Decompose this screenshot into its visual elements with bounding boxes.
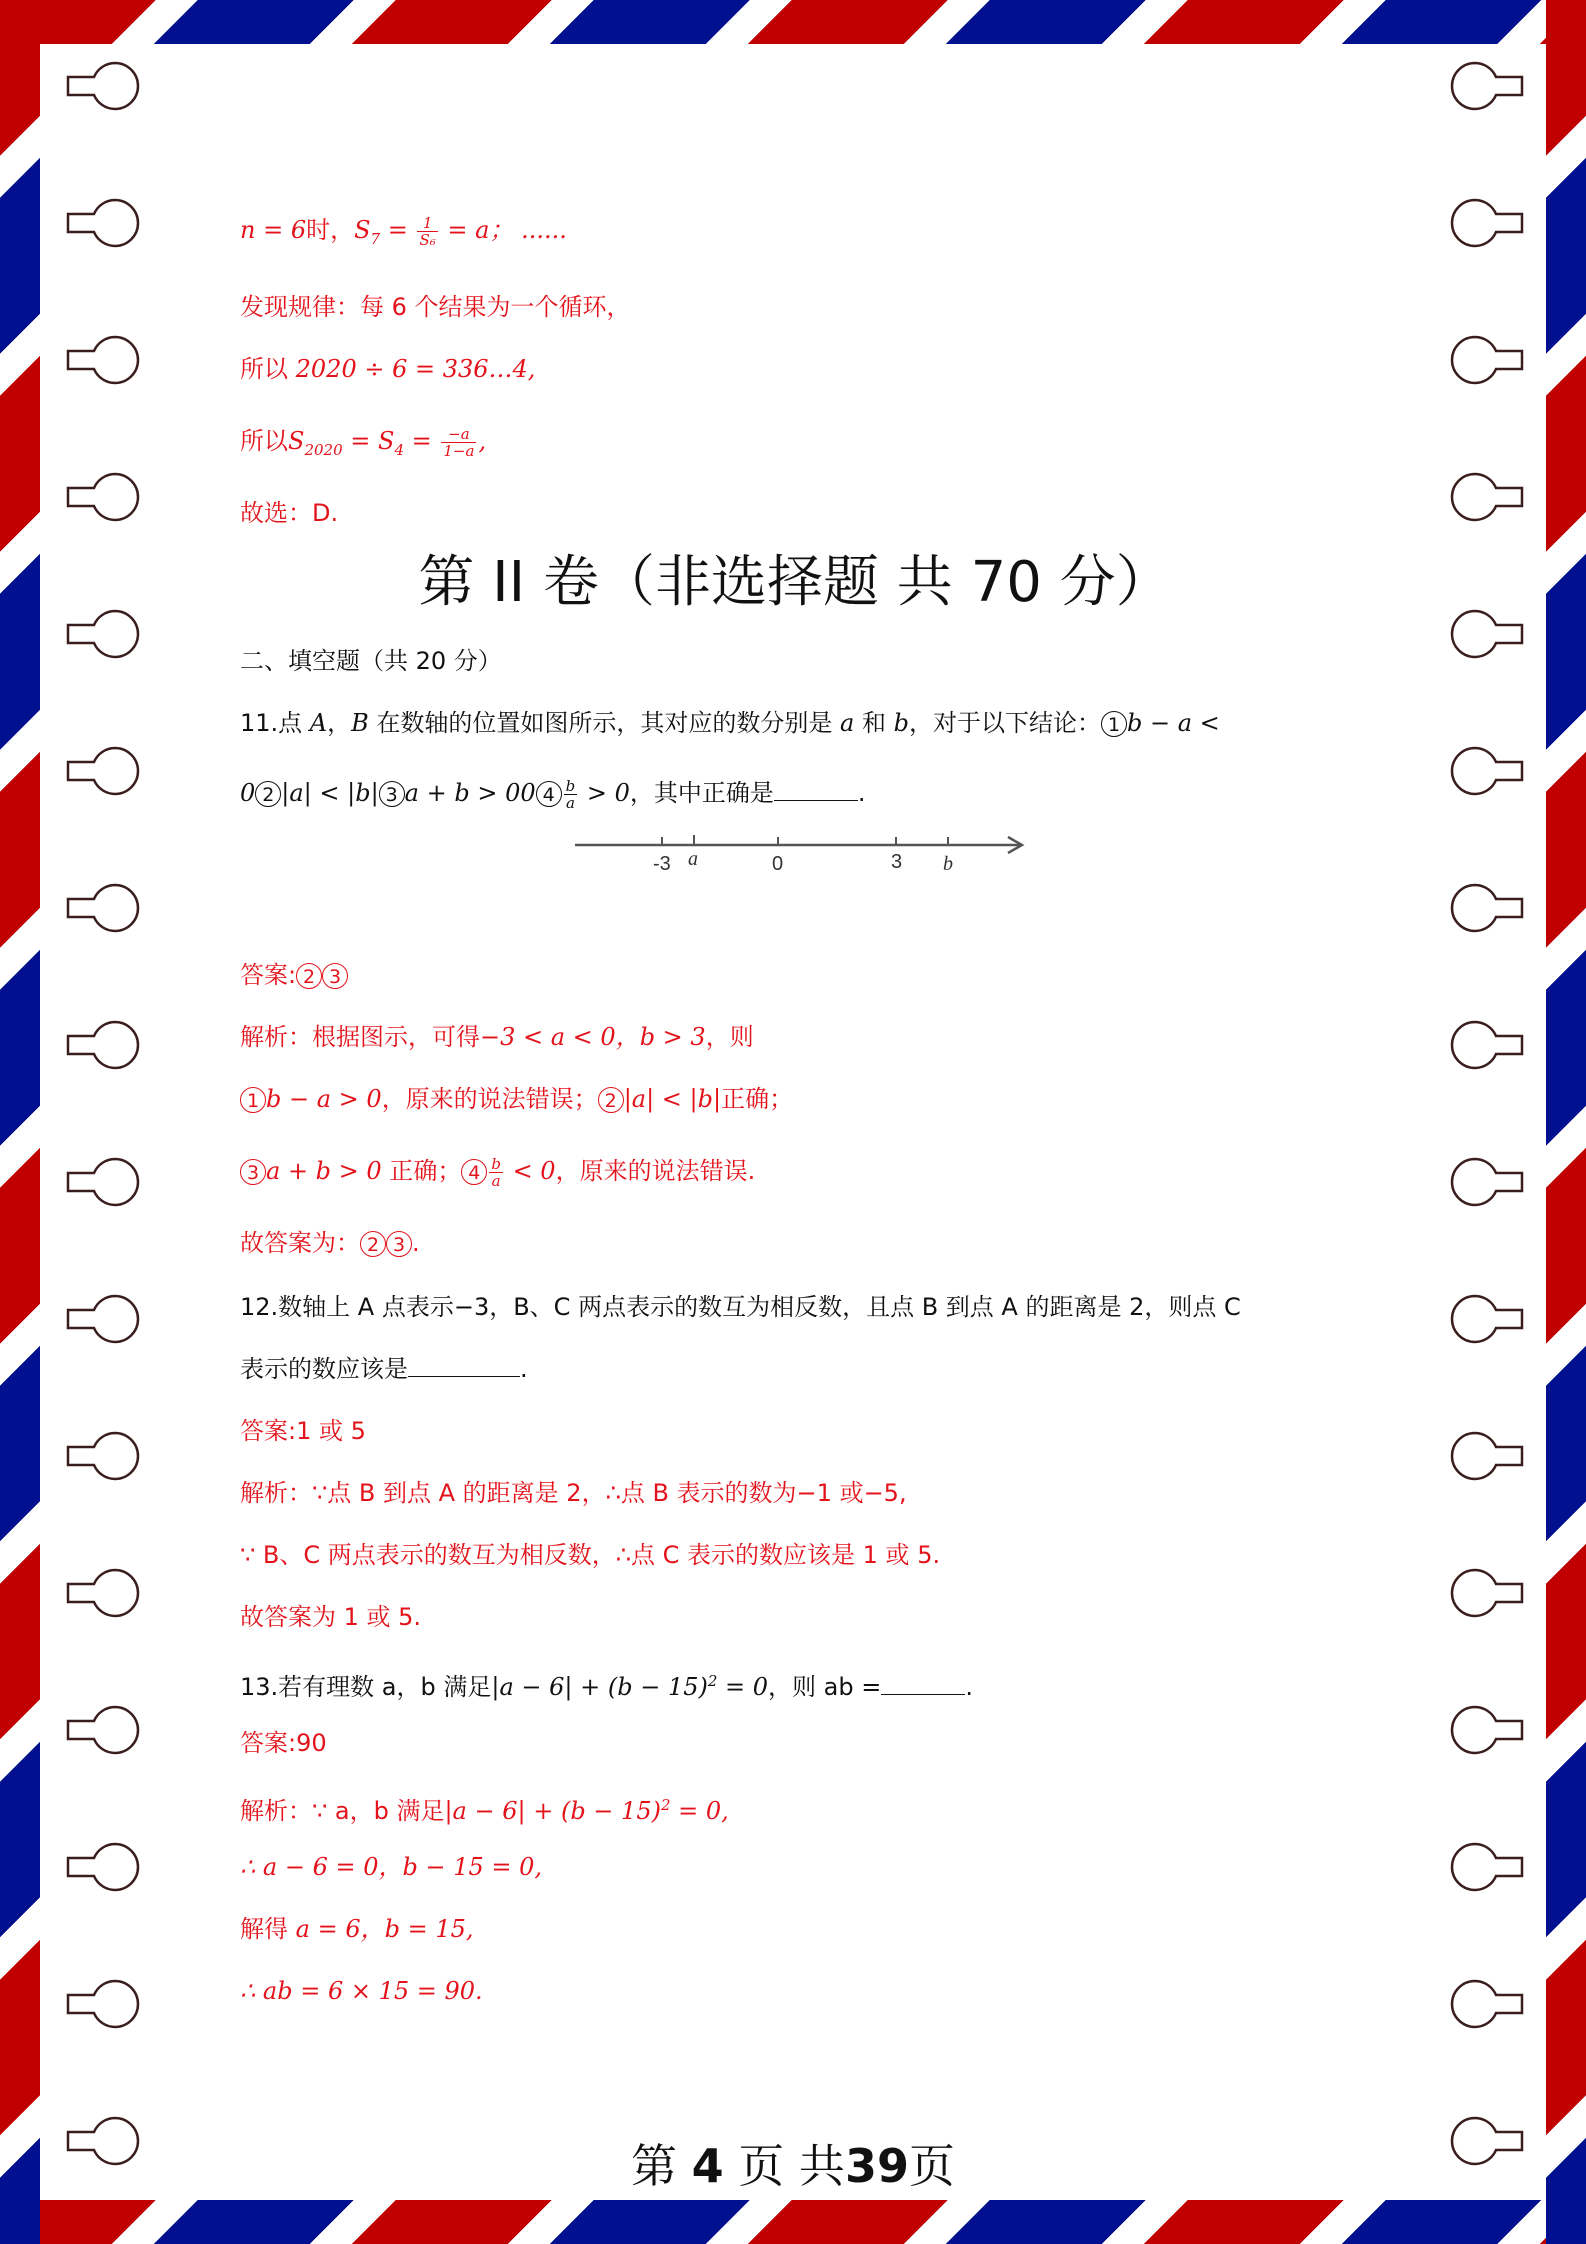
keyhole-binder-icon	[1448, 1704, 1528, 1756]
keyhole-binder-icon	[1448, 471, 1528, 523]
question-11-line2: 0 2 |a| < |b| 3 a + b > 00 4 $\frac{b}{a}$ > 0，其中正确是 .	[240, 776, 866, 812]
answer-blank[interactable]	[408, 1356, 520, 1377]
binder-holes-right	[1448, 0, 1538, 2244]
keyhole-binder-icon	[62, 471, 142, 523]
keyhole-binder-icon	[1448, 745, 1528, 797]
solution-line-n6: n = 6时，$S_7$ = $\frac{1}{\text{S₆}}$ = a； ......	[240, 213, 567, 249]
airmail-border-top	[0, 0, 1586, 44]
tick-label: -3	[653, 853, 671, 875]
circled-number-2: 2	[255, 781, 281, 807]
solution-line-division: 所以 2020 ÷ 6 = 336…4,	[240, 355, 536, 383]
sub-heading: 二、填空题（共 20 分）	[240, 647, 502, 675]
question-13-analysis-1: 解析：∵ a，b 满足$|a - 6| + (b - 15)^2 = 0$,	[240, 1796, 729, 1825]
total-pages: 39	[844, 2139, 909, 2193]
question-13-line1: 13.若有理数 a，b 满足$|a - 6| + (b - 15)^2 = 0$，则 ab = .	[240, 1672, 973, 1701]
keyhole-binder-icon	[62, 60, 142, 112]
circled-number-3: 3	[386, 1231, 412, 1257]
fraction: $\frac{b}{a}$	[491, 1154, 501, 1190]
answer-blank[interactable]	[881, 1674, 965, 1695]
keyhole-binder-icon	[1448, 1567, 1528, 1619]
keyhole-binder-icon	[1448, 197, 1528, 249]
question-13-analysis-2: ∴ a − 6 = 0，b − 15 = 0,	[240, 1853, 543, 1881]
circled-number-1: 1	[1101, 711, 1127, 737]
question-11-analysis-2: 1 b − a > 0，原来的说法错误； 2 |a| < |b|正确；	[240, 1082, 793, 1116]
airmail-border-right	[1546, 0, 1586, 2244]
question-11-analysis-1: 解析：根据图示，可得−3 < a < 0，b > 3，则	[240, 1023, 754, 1051]
keyhole-binder-icon	[1448, 1430, 1528, 1482]
number-line-figure	[565, 820, 1045, 880]
keyhole-binder-icon	[62, 1293, 142, 1345]
airmail-border-left	[0, 0, 40, 2244]
circled-number-1: 1	[240, 1087, 266, 1113]
airmail-border-bottom	[0, 2200, 1586, 2244]
question-11-analysis-3: 3 a + b > 0 正确； 4 $\frac{b}{a}$ < 0，原来的说法错误.	[240, 1154, 755, 1189]
keyhole-binder-icon	[62, 608, 142, 660]
question-11-answer: 答案: 2 3	[240, 958, 348, 992]
circled-number-2: 2	[296, 963, 322, 989]
question-12-analysis-1: 解析：∵点 B 到点 A 的距离是 2，∴点 B 表示的数为−1 或−5,	[240, 1479, 907, 1507]
circled-number-3: 3	[240, 1159, 266, 1185]
question-13-analysis-4: ∴ ab = 6 × 15 = 90.	[240, 1977, 483, 2005]
circled-number-3: 3	[322, 963, 348, 989]
keyhole-binder-icon	[1448, 882, 1528, 934]
question-12-line1: 12.数轴上 A 点表示−3，B、C 两点表示的数互为相反数，且点 B 到点 A 的距离是 2，则点 C	[240, 1293, 1241, 1321]
question-11-line1: 11.点 A，B 在数轴的位置如图所示，其对应的数分别是 a 和 b，对于以下结论： 1 b − a <	[240, 709, 1220, 737]
solution-line-pattern: 发现规律：每 6 个结果为一个循环，	[240, 293, 631, 321]
answer-blank[interactable]	[774, 780, 858, 801]
fraction: $\frac{-a}{1-a}$	[443, 424, 475, 460]
keyhole-binder-icon	[62, 745, 142, 797]
circled-number-2: 2	[598, 1087, 624, 1113]
circled-number-2: 2	[360, 1231, 386, 1257]
svg-text:0: 0	[772, 853, 784, 875]
keyhole-binder-icon	[62, 197, 142, 249]
keyhole-binder-icon	[1448, 1293, 1528, 1345]
circled-number-4: 4	[461, 1159, 487, 1185]
page-footer: 第 4 页 共39页	[631, 2139, 955, 2193]
keyhole-binder-icon	[62, 882, 142, 934]
svg-text:b: b	[943, 853, 953, 875]
fraction: $\frac{1}{\text{S₆}}$	[419, 213, 436, 249]
keyhole-binder-icon	[62, 1704, 142, 1756]
keyhole-binder-icon	[62, 1978, 142, 2030]
question-13-analysis-3: 解得 a = 6，b = 15,	[240, 1915, 474, 1943]
question-12-line2: 表示的数应该是 .	[240, 1355, 528, 1383]
keyhole-binder-icon	[62, 1567, 142, 1619]
keyhole-binder-icon	[1448, 60, 1528, 112]
solution-line-choice: 故选：D.	[240, 499, 339, 527]
keyhole-binder-icon	[62, 1019, 142, 1071]
page-number: 4	[691, 2139, 724, 2193]
keyhole-binder-icon	[1448, 608, 1528, 660]
question-12-final: 故答案为 1 或 5.	[240, 1603, 422, 1631]
binder-holes-left	[62, 0, 152, 2244]
keyhole-binder-icon	[62, 1841, 142, 1893]
keyhole-binder-icon	[1448, 1841, 1528, 1893]
keyhole-binder-icon	[62, 334, 142, 386]
question-12-analysis-2: ∵ B、C 两点表示的数互为相反数，∴点 C 表示的数应该是 1 或 5.	[240, 1541, 941, 1569]
circled-number-3: 3	[379, 781, 405, 807]
question-13-answer: 答案:90	[240, 1729, 327, 1757]
keyhole-binder-icon	[1448, 1978, 1528, 2030]
keyhole-binder-icon	[1448, 334, 1528, 386]
keyhole-binder-icon	[1448, 1019, 1528, 1071]
question-12-answer: 答案:1 或 5	[240, 1417, 366, 1445]
keyhole-binder-icon	[62, 1156, 142, 1208]
circled-number-4: 4	[536, 781, 562, 807]
keyhole-binder-icon	[1448, 1156, 1528, 1208]
fraction: $\frac{b}{a}$	[565, 776, 576, 812]
question-11-final: 故答案为： 2 3 .	[240, 1229, 420, 1257]
keyhole-binder-icon	[62, 1430, 142, 1482]
solution-line-s2020: 所以$S_{2020} = S_4$ = $\frac{-a}{1-a}$ ,	[240, 424, 487, 460]
section-title: 第 II 卷（非选择题 共 70 分）	[418, 550, 1172, 615]
svg-text:a: a	[688, 848, 698, 870]
svg-text:3: 3	[891, 851, 903, 873]
